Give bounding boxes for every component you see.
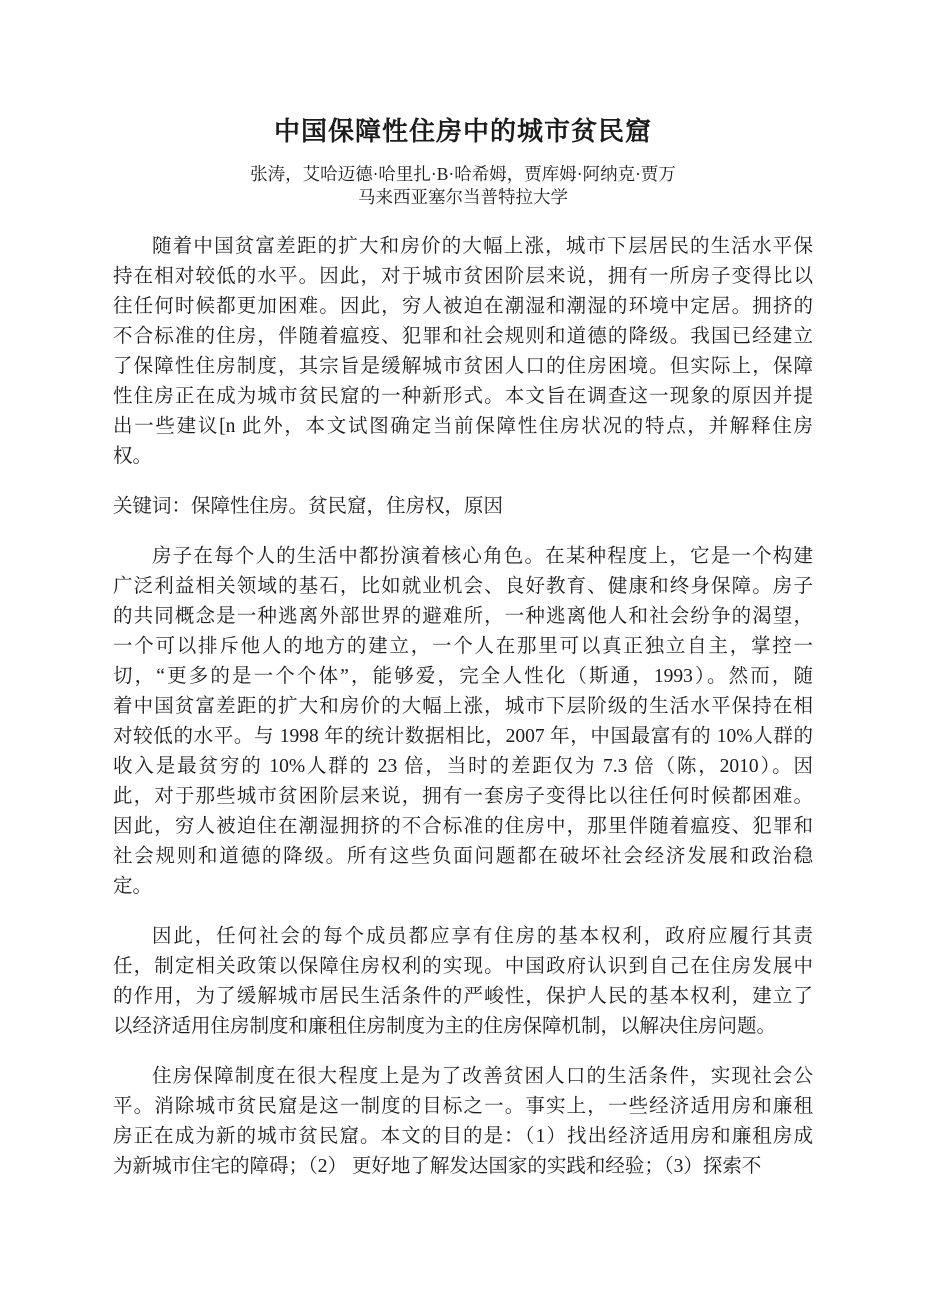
document-body — [113, 232, 813, 1182]
keywords-line — [113, 492, 813, 522]
intro-paragraph-1 — [113, 542, 813, 902]
text-line: 切，“更多的是一个个体”，能够爱，完全人性化（斯通，1993）。然而，随 — [113, 666, 813, 687]
text-line: 持在相对较低的水平。因此，对于城市贫困阶层来说，拥有一所房子变得比以 — [113, 266, 813, 287]
intro-paragraph-2 — [113, 922, 813, 1042]
text-line: 住房保障制度在很大程度上是为了改善贫困人口的生活条件，实现社会公 — [152, 1066, 813, 1087]
affiliation-line: 马来西亚塞尔当普特拉大学 — [358, 187, 568, 207]
text-line: 出一些建议[n 此外，本文试图确定当前保障性住房状况的特点，并解释住房 — [113, 416, 813, 437]
text-line: 为新城市住宅的障碍；（2） 更好地了解发达国家的实践和经验；（3）探索不 — [113, 1156, 762, 1177]
text-line: 性住房正在成为城市贫民窟的一种新形式。本文旨在调查这一现象的原因并提 — [113, 386, 813, 407]
text-line: 因此，穷人被迫住在潮湿拥挤的不合标准的住房中，那里伴随着瘟疫、犯罪和 — [113, 816, 813, 837]
text-line: 因此，任何社会的每个成员都应享有住房的基本权利，政府应履行其责 — [152, 926, 813, 947]
abstract-paragraph — [113, 232, 813, 472]
text-line: 关键词：保障性住房。贫民窟，住房权，原因 — [113, 496, 504, 517]
text-line: 广泛利益相关领域的基石，比如就业机会、良好教育、健康和终身保障。房子 — [113, 576, 813, 597]
text-line: 的共同概念是一种逃离外部世界的避难所，一种逃离他人和社会纷争的渴望， — [113, 606, 813, 627]
text-line: 不合标准的住房，伴随着瘟疫、犯罪和社会规则和道德的降级。我国已经建立 — [113, 326, 813, 347]
text-line: 着中国贫富差距的扩大和房价的大幅上涨，城市下层阶级的生活水平保持在相 — [113, 696, 813, 717]
text-line: 对较低的水平。与 1998 年的统计数据相比，2007 年，中国最富有的 10%人群的 — [113, 726, 813, 747]
text-line: 房子在每个人的生活中都扮演着核心角色。在某种程度上，它是一个构建 — [152, 546, 813, 567]
text-line: 任，制定相关政策以保障住房权利的实现。中国政府认识到自己在住房发展中 — [113, 956, 813, 977]
text-line: 的作用，为了缓解城市居民生活条件的严峻性，保护人民的基本权利，建立了 — [113, 986, 813, 1007]
text-line: 了保障性住房制度，其宗旨是缓解城市贫困人口的住房困境。但实际上，保障 — [113, 356, 813, 377]
text-line: 一个可以排斥他人的地方的建立，一个人在那里可以真正独立自主，掌控一 — [113, 636, 813, 657]
text-line: 以经济适用住房制度和廉租住房制度为主的住房保障机制，以解决住房问题。 — [113, 1016, 777, 1037]
text-line: 此，对于那些城市贫困阶层来说，拥有一套房子变得比以往任何时候都困难。 — [113, 786, 813, 807]
text-line: 定。 — [113, 876, 153, 897]
text-line: 权。 — [113, 446, 153, 467]
text-line: 社会规则和道德的降级。所有这些负面问题都在破坏社会经济发展和政治稳 — [113, 846, 813, 867]
intro-paragraph-3 — [113, 1062, 813, 1182]
text-line: 收入是最贫穷的 10%人群的 23 倍，当时的差距仅为 7.3 倍（陈，2010）。因 — [113, 756, 813, 777]
text-line: 平。消除城市贫民窟是这一制度的目标之一。事实上，一些经济适用房和廉租 — [113, 1096, 813, 1117]
text-line: 往任何时候都更加困难。因此，穷人被迫在潮湿和潮湿的环境中定居。拥挤的 — [113, 296, 813, 317]
authors-line: 张涛，艾哈迈德·哈里扎·B·哈希姆，贾库姆·阿纳克·贾万 — [250, 164, 676, 184]
page-title: 中国保障性住房中的城市贫民窟 — [273, 117, 652, 146]
text-line: 房正在成为新的城市贫民窟。本文的目的是：（1）找出经济适用房和廉租房成 — [113, 1126, 813, 1147]
text-line: 随着中国贫富差距的扩大和房价的大幅上涨，城市下层居民的生活水平保 — [152, 236, 813, 257]
